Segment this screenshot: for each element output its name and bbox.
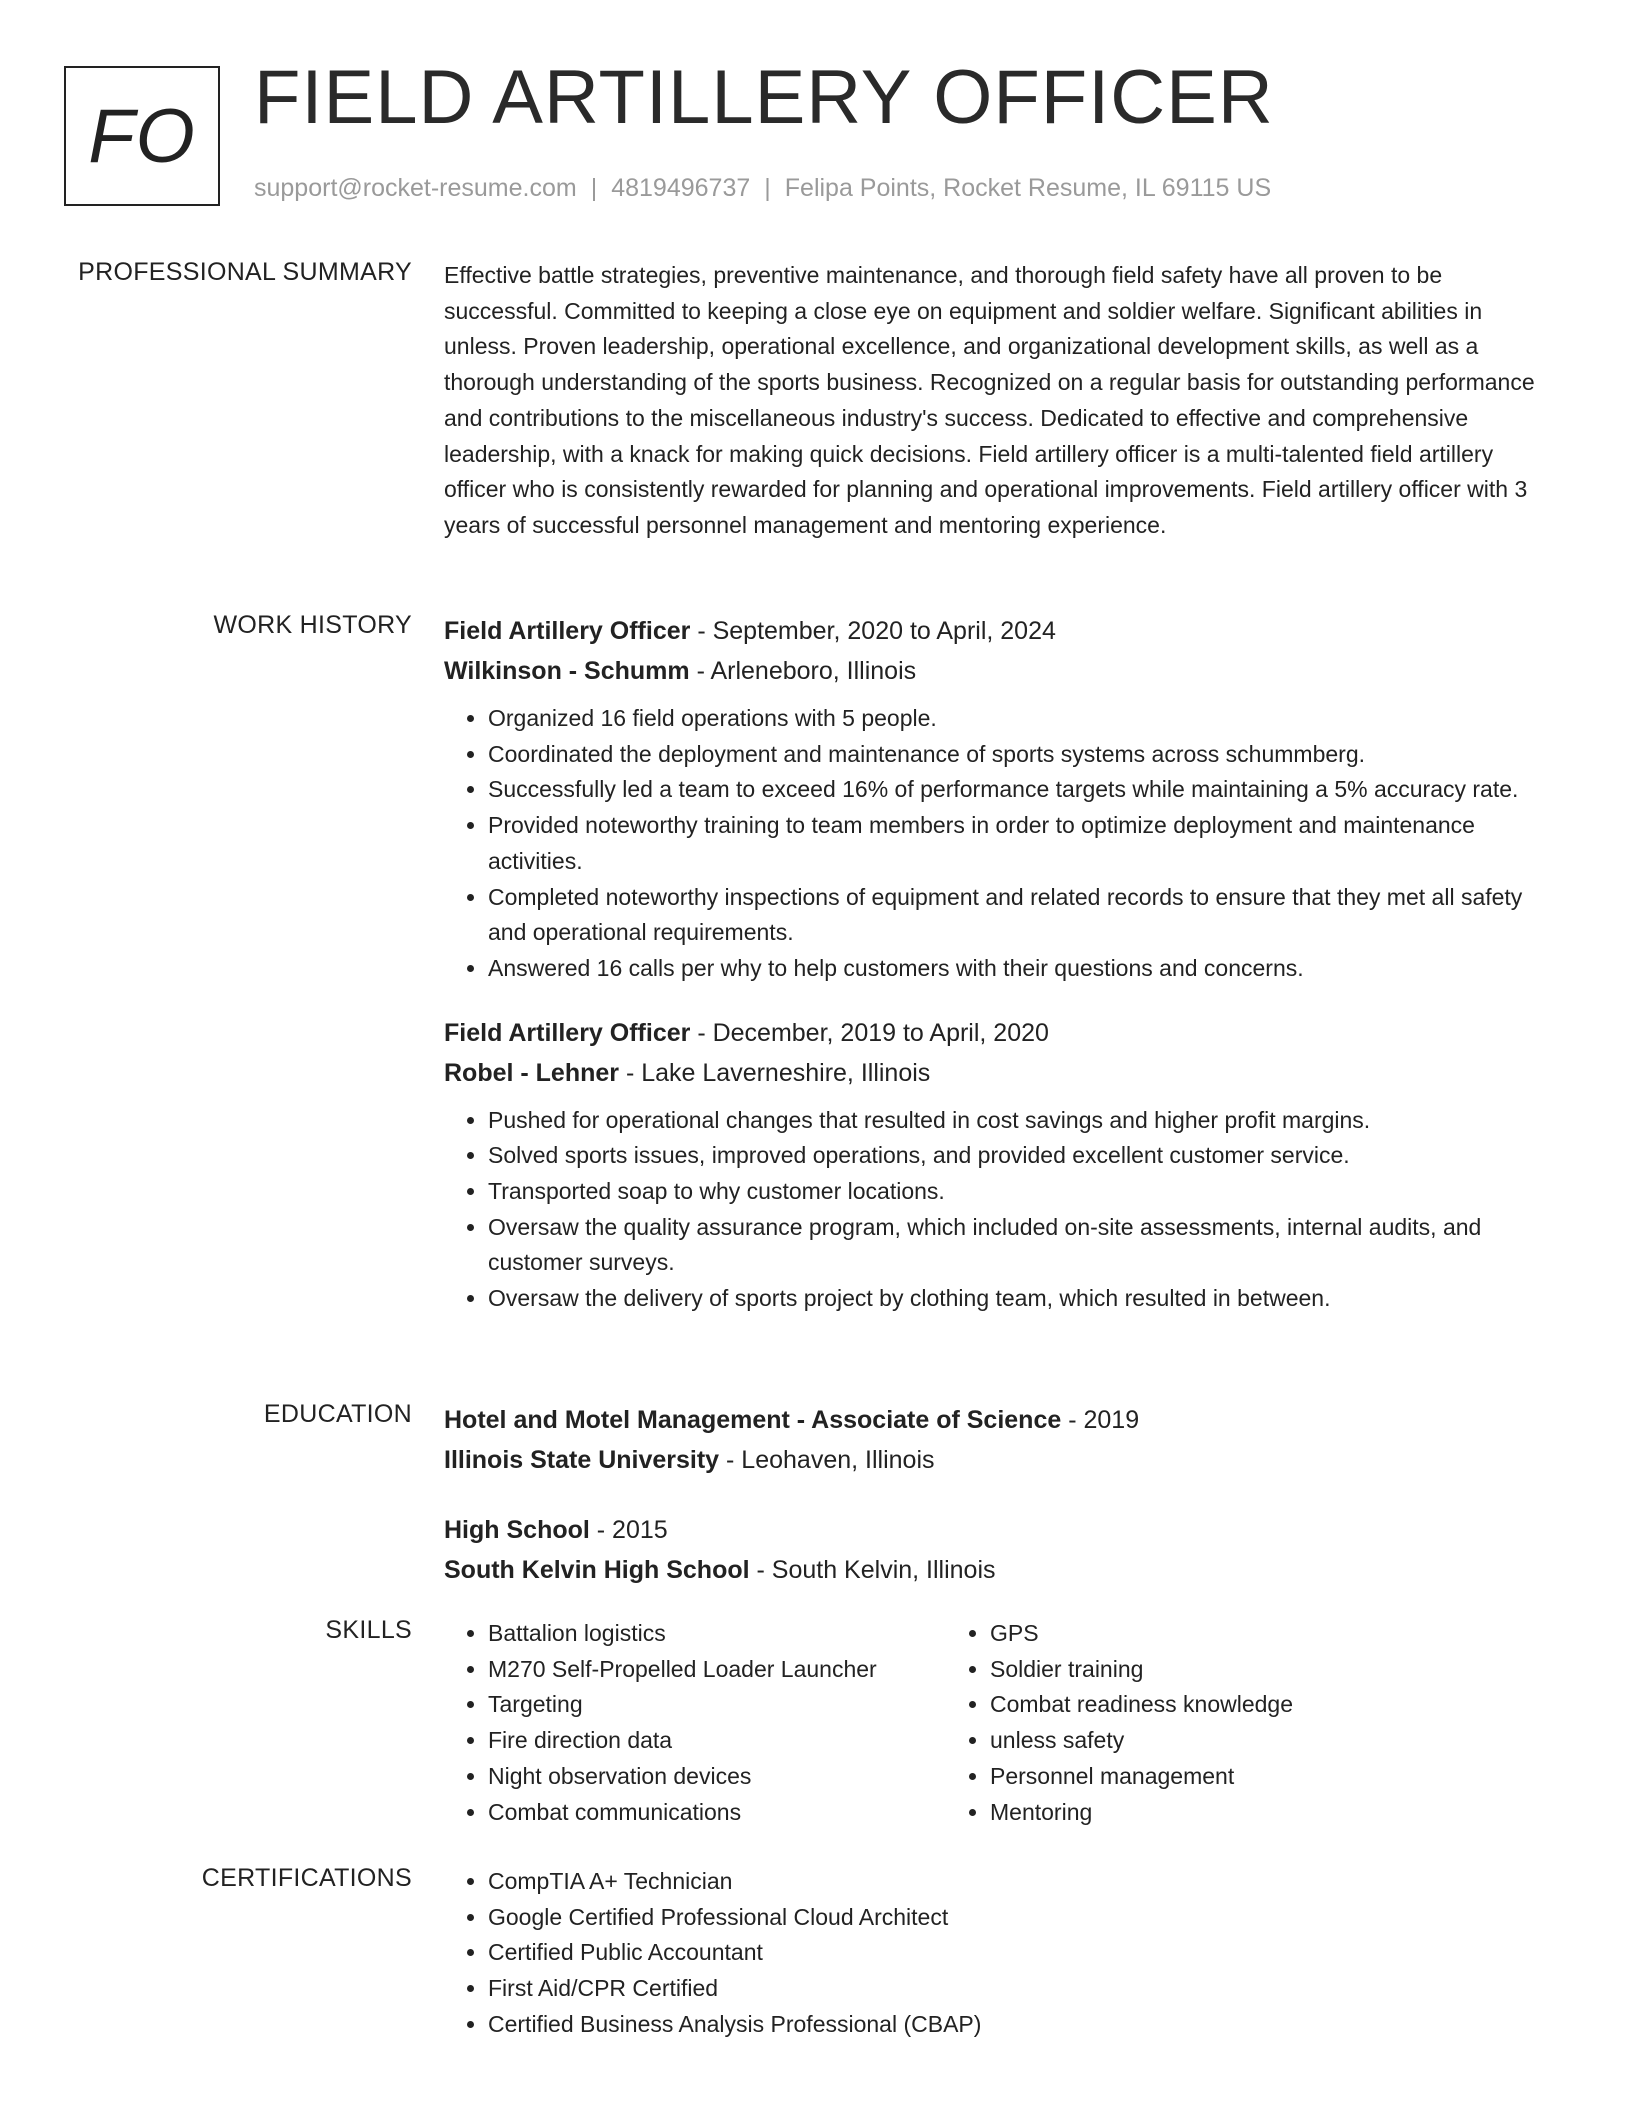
education-location: - South Kelvin, Illinois bbox=[749, 1556, 996, 1584]
contact-separator: | bbox=[590, 174, 598, 202]
certification-item: • Certified Public Accountant bbox=[488, 1935, 1559, 1971]
job-location: - Arleneboro, Illinois bbox=[689, 657, 917, 685]
contact-phone[interactable]: 4819496737 bbox=[611, 174, 751, 202]
monogram-initials: FO bbox=[88, 93, 196, 179]
job-entry bbox=[444, 611, 1559, 987]
skill-item: • Personnel management bbox=[990, 1759, 1448, 1795]
contact-line bbox=[254, 174, 1271, 203]
skill-item: • Combat communications bbox=[488, 1795, 946, 1831]
education-degree-line bbox=[444, 1510, 1559, 1550]
contact-separator: | bbox=[764, 174, 771, 202]
monogram-badge bbox=[64, 66, 220, 206]
job-bullet: • Successfully led a team to exceed 16% of performance targets while maintaining a 5% accuracy rate. bbox=[488, 772, 1559, 808]
job-role: Field Artillery Officer bbox=[444, 1018, 691, 1047]
education-degree-line bbox=[444, 1400, 1559, 1440]
job-bullet: • Transported soap to why customer locations. bbox=[488, 1174, 1559, 1210]
job-location: - Lake Laverneshire, Illinois bbox=[619, 1058, 931, 1087]
skill-item: • Mentoring bbox=[990, 1795, 1448, 1831]
job-bullet: • Completed noteworthy inspections of equipment and related records to ensure that they met all safety and operational requirements. bbox=[488, 880, 1559, 951]
skill-item: • Battalion logistics bbox=[488, 1616, 946, 1652]
job-entry bbox=[444, 1013, 1559, 1317]
certifications-list bbox=[444, 1864, 1559, 2043]
job-bullet: • Coordinated the deployment and maintenance of sports systems across schummberg. bbox=[488, 737, 1559, 773]
contact-address: Felipa Points, Rocket Resume, IL 69115 US bbox=[784, 174, 1272, 202]
job-bullet: • Solved sports issues, improved operations, and provided excellent customer service. bbox=[488, 1138, 1559, 1174]
skill-item: • Combat readiness knowledge bbox=[990, 1687, 1448, 1723]
resume-name-title: FIELD ARTILLERY OFFICER bbox=[254, 55, 1274, 140]
education-entry bbox=[444, 1510, 1559, 1590]
job-bullet: • Organized 16 field operations with 5 people. bbox=[488, 701, 1559, 737]
section-title: WORK HISTORY bbox=[213, 611, 412, 639]
education-school-line bbox=[444, 1550, 1559, 1590]
summary-text: Effective battle strategies, preventive maintenance, and thorough field safety have all proven to be successful. Committed to keeping a close eye on equipment and soldier welfare. Significant abilities in unless. Proven leadership, operational excellence, and organizational development skills, as well as a thorough understanding of the sports business. Recognized on a regular basis for outstanding performance and contributions to the miscellaneous industry's success. Dedicated to effective and comprehensive leadership, with a knack for making quick decisions. Field artillery officer is a multi-talented field artillery officer who is consistently rewarded for planning and operational improvements. Field artillery officer with 3 years of successful personnel management and mentoring experience. bbox=[444, 262, 1535, 538]
job-bullet: • Pushed for operational changes that resulted in cost savings and higher profit margins. bbox=[488, 1103, 1559, 1139]
skills-column-left bbox=[444, 1616, 946, 1830]
section-title: PROFESSIONAL SUMMARY bbox=[78, 258, 412, 286]
education-school-line bbox=[444, 1440, 1559, 1480]
section-title: EDUCATION bbox=[263, 1400, 412, 1428]
skill-item: • Targeting bbox=[488, 1687, 946, 1723]
certification-item: • First Aid/CPR Certified bbox=[488, 1971, 1559, 2007]
education-year: - 2019 bbox=[1061, 1406, 1140, 1434]
education-year: - 2015 bbox=[589, 1516, 668, 1544]
section-title: SKILLS bbox=[325, 1616, 412, 1644]
job-dates: - December, 2019 to April, 2020 bbox=[690, 1018, 1049, 1047]
skill-item: • Night observation devices bbox=[488, 1759, 946, 1795]
skill-item: • M270 Self-Propelled Loader Launcher bbox=[488, 1652, 946, 1688]
education-school: Illinois State University bbox=[444, 1446, 720, 1474]
job-bullets bbox=[444, 1103, 1559, 1317]
skill-item: • Soldier training bbox=[990, 1652, 1448, 1688]
skills-column-right bbox=[946, 1616, 1448, 1830]
contact-email[interactable]: support@rocket-resume.com bbox=[254, 174, 577, 202]
job-title-line bbox=[444, 611, 1559, 651]
skill-item: • GPS bbox=[990, 1616, 1448, 1652]
section-title: CERTIFICATIONS bbox=[201, 1864, 412, 1892]
education-entry bbox=[444, 1400, 1559, 1480]
education-degree: High School bbox=[444, 1516, 590, 1544]
skill-item: • Fire direction data bbox=[488, 1723, 946, 1759]
job-company-line bbox=[444, 1053, 1559, 1093]
job-company-line bbox=[444, 651, 1559, 691]
job-bullet: • Provided noteworthy training to team members in order to optimize deployment and maintenance activities. bbox=[488, 808, 1559, 879]
job-bullet: • Oversaw the quality assurance program, which included on-site assessments, internal audits, and customer surveys. bbox=[488, 1210, 1559, 1281]
job-company: Wilkinson - Schumm bbox=[444, 657, 690, 685]
job-bullets bbox=[444, 701, 1559, 987]
job-role: Field Artillery Officer bbox=[444, 617, 691, 645]
job-bullet: • Oversaw the delivery of sports project by clothing team, which resulted in between. bbox=[488, 1281, 1559, 1317]
skill-item: • unless safety bbox=[990, 1723, 1448, 1759]
education-location: - Leohaven, Illinois bbox=[719, 1446, 935, 1474]
job-title-line bbox=[444, 1013, 1559, 1053]
job-bullet: • Answered 16 calls per why to help customers with their questions and concerns. bbox=[488, 951, 1559, 987]
education-school: South Kelvin High School bbox=[444, 1556, 750, 1584]
job-dates: - September, 2020 to April, 2024 bbox=[690, 617, 1056, 645]
certification-item: • CompTIA A+ Technician bbox=[488, 1864, 1559, 1900]
education-degree: Hotel and Motel Management - Associate of Science bbox=[444, 1406, 1062, 1434]
certification-item: • Google Certified Professional Cloud Architect bbox=[488, 1900, 1559, 1936]
job-company: Robel - Lehner bbox=[444, 1058, 620, 1087]
certification-item: • Certified Business Analysis Professional (CBAP) bbox=[488, 2007, 1559, 2043]
